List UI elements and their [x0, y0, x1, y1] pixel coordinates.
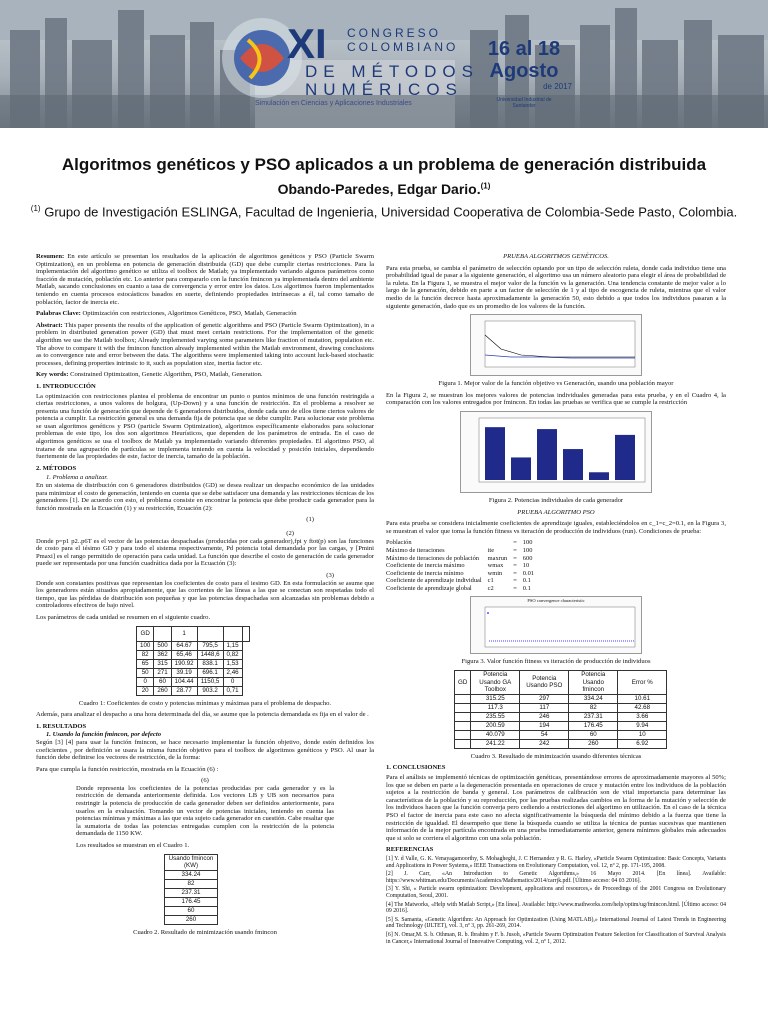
param-eq: =	[513, 539, 517, 547]
methods-p4: Los parámetros de cada unidad se resumen en el siguiente cuadro.	[36, 613, 211, 621]
table-cell: 60	[569, 730, 618, 739]
congress-roman: XI	[287, 20, 327, 67]
figure-1-plot	[471, 315, 641, 375]
param-symbol: ite	[487, 546, 495, 554]
paper-title: Algoritmos genéticos y PSO aplicados a un problema de generación distribuida	[61, 155, 707, 174]
table-cell: 82	[137, 650, 154, 659]
congress-line4: NUMÉRICOS	[305, 80, 463, 99]
param-eq: =	[513, 569, 517, 577]
table-cell: 315	[154, 659, 171, 668]
table-cell: 1,53	[223, 659, 242, 668]
congress-line2: COLOMBIANO	[347, 40, 459, 54]
table-cell	[154, 626, 171, 641]
table-row	[165, 888, 218, 897]
table-cell	[242, 626, 249, 641]
table-row	[386, 577, 540, 585]
abstract-text: This paper presents the results of the application of genetic algorithms and PSO (Particle Swarm Optimization), in a problem in distributed generation power (GD) that must meet certain restrictions. For the implementation of the genetic algorithm we use the Matlab toolbox; Already implemented varying some parameters like fraction of mutation, population etc. The above to compare it with the fmincon function already implemented within the Matlab environment, drawing conclusions as to convergence rate and error between the data. The algorithms were implemented taking into account luck-based stochastic processes, defining properties intrinsic to it, such as population size, inertia factor etc.	[36, 321, 375, 367]
section-methods-title: 2. MÉTODOS	[36, 464, 77, 472]
table-header-cell: GD	[455, 671, 471, 695]
table-cell: 838.1	[197, 659, 223, 668]
figure-2-plot	[461, 412, 651, 492]
table-cell: 28.77	[171, 686, 197, 695]
palabras-clave	[36, 310, 374, 318]
param-value: 100	[522, 546, 533, 554]
table-1-caption: Cuadro 1: Coeficientes de costo y potencias mínimas y máximas para el problema de despacho.	[78, 699, 332, 707]
table-row	[137, 686, 250, 695]
equation-2: (2)	[286, 530, 294, 537]
methods-p3: Donde son constantes positivas que representan los coeficientes de costo para el iesimo GD. En esta formulación se asume que los generadores están situados apropiadamente, que las corrientes de las líneas a las que se conectan son respetadas todo el tiempo, que las pérdidas de distribución son pequeñas y que las potencias despachadas son alcanzadas sin problemas debido a controladores efectivos de bajo nivel.	[36, 579, 374, 610]
results-p2: Para que cumpla la función restricción, mostrada en la Ecuación (6) :	[36, 765, 219, 773]
table-cell: 100	[137, 641, 154, 650]
table-cell: 40.079	[471, 730, 520, 739]
table-cell: 260	[165, 915, 218, 924]
table-row	[165, 870, 218, 879]
table-cell	[197, 626, 223, 641]
table-row	[137, 650, 250, 659]
table-3	[454, 670, 667, 749]
paper-header	[20, 155, 748, 220]
table-cell: 237.31	[569, 712, 618, 721]
param-value: 0.1	[522, 584, 531, 592]
figure-2	[460, 411, 652, 493]
param-symbol: c1	[487, 577, 494, 585]
table-cell: GD	[137, 626, 154, 641]
figure-3	[470, 596, 642, 654]
param-value: 10	[522, 562, 530, 570]
keywords-text: Constrained Optimization, Genetic Algorithm, PSO, Matlab, Generation.	[70, 371, 263, 379]
table-cell: 60	[154, 677, 171, 686]
table-header-cell: Potencia Usando PSO	[520, 671, 569, 695]
table-cell: 0,71	[223, 686, 242, 695]
methods-p5: Además, para analizar el despacho a una hora determinada del día, se asume que la potencia demandada es fija en el valor de .	[36, 711, 369, 719]
param-value: 0.1	[522, 577, 531, 585]
results-p1: Según [3] [4] para usar la función fmincon, se hace necesario implementar la función objetivo, donde estén definidos los coeficientes , por definición se usara la misma función objetivo para el toolbox de algoritmos genéticos y PSO. Al usar la función debe definirse los vectores de restricción, de la forma:	[36, 738, 374, 762]
table-row	[386, 570, 540, 578]
table-cell: 10	[618, 730, 667, 739]
reference-item: [4] The Matworks, «Help with Matlab Script,» [En línea]. Available: http://www.mathworks.com/help/optim/ug/fmincon.html. [Último acceso: 04 09 2016].	[386, 901, 726, 915]
param-eq: =	[513, 546, 517, 554]
pso-params-table	[386, 539, 540, 592]
table-cell: Usando fmincon (KW)	[165, 854, 218, 870]
section-intro-text: La optimización con restricciones plantea el problema de encontrar un punto o puntos mínimos de una función restringida a ciertas restricciones, a unos valores de holgura, (Up-Down) y a una función de restricción. En el problema a resolver se presenta una función de generación que depende de 6 generadores distribuidos, donde cada uno de ellos tiene ciertos valores de potencia a cumplir. La restricción general es una demanda fija de potencia que se debe cumplir. Para solucionar este problema se usan algoritmos genéticos y PSO (particle Swarm Optimization), algoritmos específicamente elaborados para solucionar problemas de este tipo, los dos son algoritmos Heurísticos, que dependen de los parámetros de entrada. En el caso de algoritmos genéticos se usa el toolbox de Matlab ya implementado variando diferentes propiedades. El algoritmo PSO, al tratarse de una agrupación de partículas se implementa teniendo en cuenta la velocidad y posición iniciales, dependiendo fuertemente de las propiedades de este, factor de inercia, tamaño de la población.	[36, 392, 374, 461]
keywords	[36, 371, 374, 379]
table-cell: 334.24	[165, 870, 218, 879]
table-cell: 20	[137, 686, 154, 695]
left-column	[36, 253, 374, 940]
table-cell: 297	[520, 694, 569, 703]
table-row	[455, 671, 667, 695]
date-days: 16 al 18	[487, 38, 561, 60]
table-cell: 65	[137, 659, 154, 668]
table-cell: 903.2	[197, 686, 223, 695]
ga-test-text: Para esta prueba, se cambia el parámetro de selección optando por un tipo de selección ruleta, donde cada individuo tiene una probabilidad igual de pasar a la siguiente generación, el algoritmo usa un número aleatorio para elegir el área de probabilidad de la ruleta. En la Figura 1, se muestra el mejor valor de la función vs la generación. Una tendencia constante de mejor valor a lo largo de la generación, debido en parte a un factor de selección de 1 y al tipo de escogencia de ruleta, mientras que el valor medio de la función decrece hasta aproximadamente la generación 50, esto debido a que todos los individuos pasaran a la siguiente generación, dado que es un promedio de los valores de la función.	[386, 264, 726, 310]
affiliation-text: Grupo de Investigación ESLINGA, Facultad de Ingenieria, Universidad Cooperativa de Colombia-Sede Pasto, Colombia.	[44, 204, 738, 220]
table-cell: 334.24	[569, 694, 618, 703]
table-cell: 271	[154, 668, 171, 677]
table-row	[137, 641, 250, 650]
reference-item: [5] S. Samanta, «Genetic Algorithm: An Approach for Optimization (Using MATLAB),» International Journal of Latest Trends in Engineering and Technology (IJLTET), vol. 3, nº 3, pp. 261-269, 2014.	[386, 916, 726, 930]
table-cell: 315.25	[471, 694, 520, 703]
table-cell: 190.92	[171, 659, 197, 668]
event-date	[464, 38, 584, 109]
figure-3-caption: Figura 3. Valor función fitness vs iteración de producción de individuos	[461, 658, 651, 666]
table-cell: 362	[154, 650, 171, 659]
table-header-cell: Error %	[618, 671, 667, 695]
equation-3: (3)	[326, 571, 334, 579]
authors	[20, 181, 748, 197]
section-results-title: 1. RESULTADOS	[36, 722, 87, 730]
param-symbol: wmax	[487, 562, 504, 570]
section-methods-sub: 1. Problema a analizar.	[46, 474, 108, 482]
param-value: 0.01	[522, 569, 534, 577]
affiliation-sup: (1)	[30, 204, 41, 213]
pso-heading: PRUEBA ALGORITMO PSO	[517, 508, 595, 516]
congress-line3: DE MÉTODOS	[305, 62, 479, 81]
conclusions-text: Para el análisis se implementó técnicas de optimización genéticas, presentándose errores de aproximadamente mayores al 50%; los que se deben en parte a la degeneración presentada en operaciones de cruce y mutación entre los individuos de la población sujetos a la restricción de banda y general. Los parámetros de calibración son de vital importancia para determinar las características de la población y su reproducción, por las pruebas realizadas cambios en la forma de la mutación y selección de los individuos hacen que la función converja pero cediendo a restricciones del algoritmo en utilización. En el caso de la técnica PSO el factor de inercia para este caso no afecta significativamente la búsqueda del mínimo debido a la fuerza que tiene la restricción de igualdad. El desempeño que tiene la búsqueda cuando se utiliza la técnica de puntas sucesivas que mantienen información de la mejor partícula encontrada en una prueba inmediatamente anterior, genera mínimos globales más adecuados que si solo se corriera el algoritmo con una sola población.	[386, 774, 726, 842]
table-row	[137, 668, 250, 677]
table-cell: 1150,5	[197, 677, 223, 686]
table-row	[137, 626, 250, 641]
table-cell: 117.3	[471, 703, 520, 712]
congress-tagline: Simulación en Ciencias y Aplicaciones Industriales	[255, 100, 412, 107]
table-row	[386, 539, 540, 547]
table-2-caption: Cuadro 2. Resultado de minimización usando fmincon	[133, 928, 277, 936]
param-name: Máximo de iteraciones de población	[386, 554, 479, 562]
methods-p1: En un sistema de distribución con 6 generadores distribuidos (GD) se desea realizar un despacho económico de las unidades para minimizar el costo de generación, teniendo en cuenta que se debe satisfacer una demanda y las restricciones técnicas de los generadores [1]. De acuerdo con esto, el problema consiste en encontrar la potencia que debe producir cada generador para la función mostrada en la Ecuación (1) y su restricción, Ecuación (2):	[36, 482, 374, 512]
references-title: REFERENCIAS	[386, 846, 434, 854]
table-cell: 241.22	[471, 739, 520, 748]
bar	[485, 427, 505, 480]
table-row	[386, 562, 540, 570]
table-cell: 82	[165, 879, 218, 888]
param-eq: =	[513, 584, 517, 592]
table-cell: 10.61	[618, 694, 667, 703]
resumen	[36, 253, 374, 306]
uis-label: Universidad Industrial de Santander	[496, 97, 552, 109]
section-intro-title: 1. INTRODUCCIÓN	[36, 382, 96, 390]
date-month: Agosto	[489, 60, 559, 82]
reference-item: [6] N. Omar,M. S. b. Othman, R. b. Ibrahim y F. b. Jusoh, «Particle Swarm Optimization Feature Selection for Classification of Survival Analysis in Cancer,» International Journal of Innovative Computing, vol. 2, nº 1, 2012.	[386, 931, 726, 945]
keywords-label: Key words:	[36, 371, 69, 379]
param-name: Coeficiente de inercia mínimo	[386, 569, 464, 577]
table-cell: 82	[569, 703, 618, 712]
table-row	[137, 677, 250, 686]
table-cell: 42.68	[618, 703, 667, 712]
palabras-text: Optimización con restricciones, Algoritmos Genéticos, PSO, Matlab, Generación	[82, 310, 297, 318]
param-symbol: wmin	[487, 569, 503, 577]
bar	[511, 457, 531, 480]
table-1	[136, 626, 250, 696]
table-header-cell: Potencia Usando fmincon	[569, 671, 618, 695]
table-row	[386, 585, 540, 593]
param-name: Coeficiente de inercia máximo	[386, 562, 465, 570]
table-cell	[455, 730, 471, 739]
table-cell	[223, 626, 242, 641]
header-banner	[0, 0, 768, 128]
abstract	[36, 322, 374, 368]
table-cell: 500	[154, 641, 171, 650]
table-cell: 50	[137, 668, 154, 677]
congress-line1: CONGRESO	[347, 26, 442, 40]
figure-1	[470, 314, 642, 376]
table-row	[455, 712, 667, 721]
table-row	[165, 854, 218, 870]
table-cell: 237.31	[165, 888, 218, 897]
methods-p2: Donde p=p1 p2..p6T es el vector de las potencias despachadas (producidas por cada generador),fpi y ftot(p) son las funciones de costo para el iésimo GD y para todo el sistema respectivamente, Pd potencia total demandada por las cargas, y [Pmini Pmaxi] es el rango permitido de operación para cada unidad. La función que describe el costo de generación de cada generador puede ser representada por una función cuadrática dada por la Ecuación (3):	[36, 537, 374, 568]
reference-item: [2] J. Carr, «An Introduction to Genetic Algorithms,» 16 Mayo 2014. [En línea]. Available: https://www.whitman.edu/Documents/Academics/Mathematics/2014/carrjk.pdf. [Último acceso: 04 03 2016].	[386, 871, 726, 884]
right-column	[386, 253, 726, 947]
equation-6: (6)	[201, 777, 209, 785]
references-list	[386, 856, 726, 945]
bar	[563, 449, 583, 480]
table-cell: 104.44	[171, 677, 197, 686]
param-symbol: c2	[487, 584, 494, 592]
table-2	[164, 854, 218, 925]
table-cell: 0,82	[223, 650, 242, 659]
table-cell: 246	[520, 712, 569, 721]
affiliation	[20, 201, 748, 220]
author-names: Obando-Paredes, Edgar Dario.	[277, 181, 481, 197]
table-cell: 200.59	[471, 721, 520, 730]
table-cell: 6.92	[618, 739, 667, 748]
table-row	[165, 906, 218, 915]
figure-3-title: PSO convergence characteristic	[527, 598, 585, 604]
param-eq: =	[513, 554, 517, 562]
param-value: 600	[522, 554, 533, 562]
resumen-text: En este artículo se presentan los resultados de la aplicación de algoritmos genéticos y PSO (Particle Swarm Optimization), en un problema en potencia de generación distribuida (GD) que debe cumplir ciertas restricciones. Para la implementación del algoritmo genético se utiliza el toolbox de Matlab; ya implementado variando algunos parámetros como fracción de mutación, población etc. Lo anterior para compararlo con la función fmincon ya implementada dentro del ambiente Matlab, sacando conclusiones en cuanto a tasa de convergencia y error entre los datos. Los algoritmos fueron implementados teniendo en cuenta procesos estocásticos basados en suerte, definiendo propiedades intrínsecas a él, tal como tamaño de población, factor de inercia etc.	[36, 253, 374, 306]
table-row	[386, 547, 540, 555]
table-cell: 60	[165, 906, 218, 915]
section-conclusions-title: 1. CONCLUSIONES	[386, 764, 446, 772]
table-cell: 1448,6	[197, 650, 223, 659]
ga-test-heading: PRUEBA ALGORITMOS GENÉTICOS.	[503, 253, 609, 260]
bar	[537, 429, 557, 480]
table-3-caption: Cuadro 3. Resultado de minimización usando diferentes técnicas	[470, 752, 642, 760]
table-cell: 1,15	[223, 641, 242, 650]
param-eq: =	[513, 562, 517, 570]
table-cell: 0	[137, 677, 154, 686]
table-cell: 65,46	[171, 650, 197, 659]
param-name: Coeficiente de aprendizaje global	[386, 584, 472, 592]
author-sup: (1)	[480, 181, 491, 191]
param-name: Población	[386, 539, 412, 547]
figure-3-plot	[471, 605, 641, 653]
table-cell: 242	[520, 739, 569, 748]
param-value: 100	[522, 539, 533, 547]
param-eq: =	[513, 577, 517, 585]
table-cell: 1	[171, 626, 197, 641]
table-row	[165, 897, 218, 906]
param-symbol	[488, 539, 514, 547]
table-cell: 2,46	[223, 668, 242, 677]
table-cell: 0	[223, 677, 242, 686]
table-header-cell: Potencia Usando GA Toolbox	[471, 671, 520, 695]
table-row	[455, 694, 667, 703]
table-cell: 54	[520, 730, 569, 739]
table-cell	[455, 712, 471, 721]
table-row	[455, 703, 667, 712]
results-p4: Los resultados se muestran en el Cuadro 1.	[76, 842, 190, 850]
table-cell: 176.45	[165, 897, 218, 906]
table-cell: 260	[569, 739, 618, 748]
table-row	[137, 659, 250, 668]
resumen-label: Resumen:	[36, 253, 65, 260]
table-cell: 39.19	[171, 668, 197, 677]
reference-item: [1] Y. d Valle, G. K. Venayagamoorthy, S. Mohagheghi, J. C Hernandez y R. G. Harley, «Particle Swarm Optimization: Basic Concepts, Variants and Applications in Power Systems,» IEEE Transactions on Evolutionary Computation, vol. 12, nº 2, pp. 171-195, 2008.	[386, 855, 726, 869]
abstract-label: Abstract:	[36, 321, 63, 329]
table-cell: 9.94	[618, 721, 667, 730]
table-row	[386, 555, 540, 563]
param-symbol: maxrun	[487, 554, 508, 562]
table-row	[455, 739, 667, 748]
table-cell: 235.55	[471, 712, 520, 721]
table-cell: 795,5	[197, 641, 223, 650]
pso-text: Para esta prueba se considera inicialmente coeficientes de aprendizaje iguales, estableciéndolos en c_1=c_2=0.1, en la Figura 3, se muestran el valor que toma la función fitness vs iteración de producción de individuos (run). Condiciones de prueba:	[386, 520, 726, 535]
table-cell	[455, 721, 471, 730]
table-cell: 3.66	[618, 712, 667, 721]
table-cell: 176.45	[569, 721, 618, 730]
param-name: Máximo de iteraciones	[386, 546, 445, 554]
reference-item: [3] Y. Shi, « Particle swarm optimization: Development, applications and resources,» de Proceedings of the 2001 Congress on Evolutionary Computation, Seoul, 2001.	[386, 886, 726, 899]
table-cell: 64.67	[171, 641, 197, 650]
date-year: de 2017	[543, 82, 572, 91]
table-row	[455, 721, 667, 730]
table-cell	[455, 694, 471, 703]
bar	[615, 435, 635, 480]
table-cell: 260	[154, 686, 171, 695]
table-cell	[455, 739, 471, 748]
table-row	[165, 915, 218, 924]
table-row	[455, 730, 667, 739]
equation-1: (1)	[306, 516, 314, 524]
bar	[589, 472, 609, 480]
fig2-text: En la Figura 2, se muestran los mejores valores de potencias individuales generadas para esta prueba, y en el Cuadro 4, la comparación con los valores entregados por fmincon. En todas las pruebas se verifica que se cumple la restricción	[386, 391, 726, 407]
figure-1-caption: Figura 1. Mejor valor de la función objetivo vs Generación, usando una población mayor	[438, 380, 674, 388]
table-cell: 696.1	[197, 668, 223, 677]
table-row	[165, 879, 218, 888]
param-name: Coeficiente de aprendizaje individual	[386, 577, 482, 585]
table-cell: 194	[520, 721, 569, 730]
results-p3: Donde representa los coeficientes de la potencias producidas por cada generador y es la restricción de demanda anteriormente definida. Los vectores LB y UB son necesarios para restringir la potencia de producción de cada generador deben ser definidos anteriormente, para usarlos en la evaluación. Tomando un vector de potencias iniciales, teniendo en cuenta las potencias mínimas y máximas a las que esta sujeto cada generador en cuestión. Cabe resaltar que la sumatoria de todas las potencias entregadas cumplen con la restricción de la potencia demandada de 1150 KW.	[76, 784, 334, 838]
table-cell: 117	[520, 703, 569, 712]
figure-2-caption: Figura 2. Potencias individuales de cada generador	[488, 496, 624, 504]
table-cell	[455, 703, 471, 712]
palabras-label: Palabras Clave:	[36, 310, 81, 318]
section-results-sub: 1. Usando la función fmincon, por defecto	[46, 731, 162, 739]
